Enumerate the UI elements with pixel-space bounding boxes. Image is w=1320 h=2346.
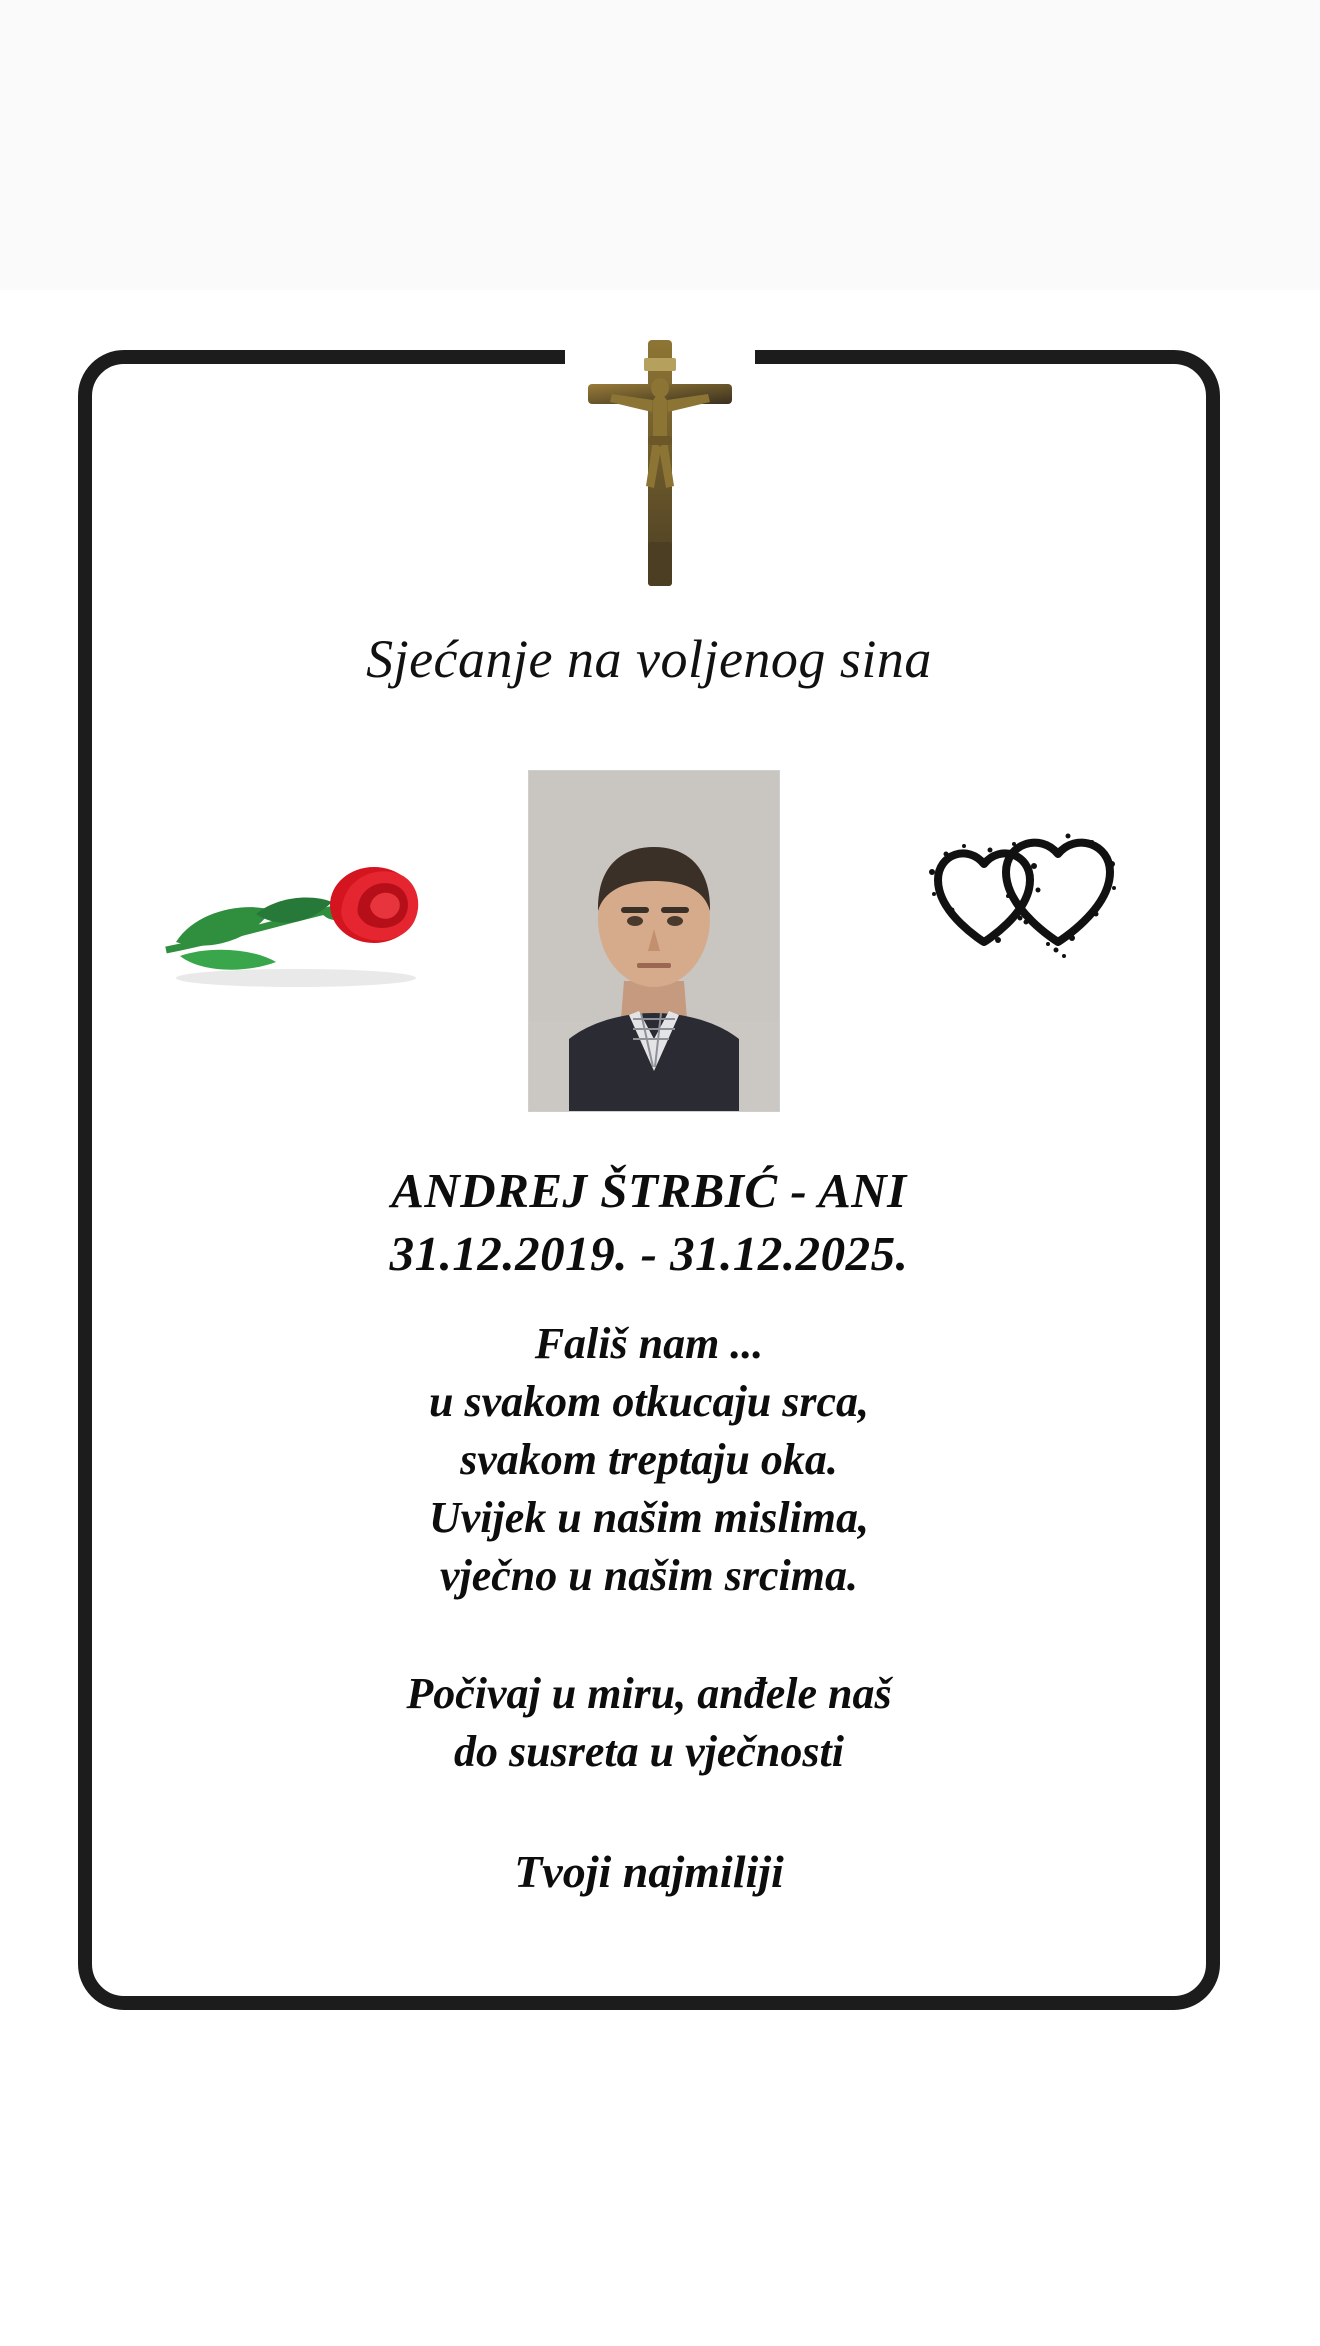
media-row	[78, 760, 1220, 1140]
signature: Tvoji najmiliji	[514, 1846, 784, 1897]
verse-line: u svakom otkucaju srca,	[428, 1377, 870, 1427]
rose-icon	[136, 810, 436, 990]
farewell-line: Počivaj u miru, anđele naš	[406, 1669, 892, 1718]
deceased-dates: 31.12.2019. - 31.12.2025.	[389, 1225, 909, 1281]
two-hearts-icon	[868, 810, 1168, 1010]
deceased-name-block	[78, 1160, 1220, 1285]
portrait-photo	[528, 770, 780, 1112]
deceased-name: ANDREJ ŠTRBIĆ - ANI	[391, 1163, 907, 1218]
page-title: Sjećanje na voljenog sina	[366, 629, 932, 689]
verse-line: Fališ nam ...	[534, 1319, 764, 1368]
memorial-verse	[78, 1315, 1220, 1605]
verse-line: svakom treptaju oka.	[460, 1435, 838, 1485]
verse-line: Uvijek u našim mislima,	[428, 1493, 870, 1543]
verse-line: vječno u našim srcima.	[439, 1551, 859, 1601]
card-content	[78, 0, 1220, 2346]
farewell-line: do susreta u vječnosti	[454, 1727, 844, 1777]
farewell-message	[78, 1665, 1220, 1781]
